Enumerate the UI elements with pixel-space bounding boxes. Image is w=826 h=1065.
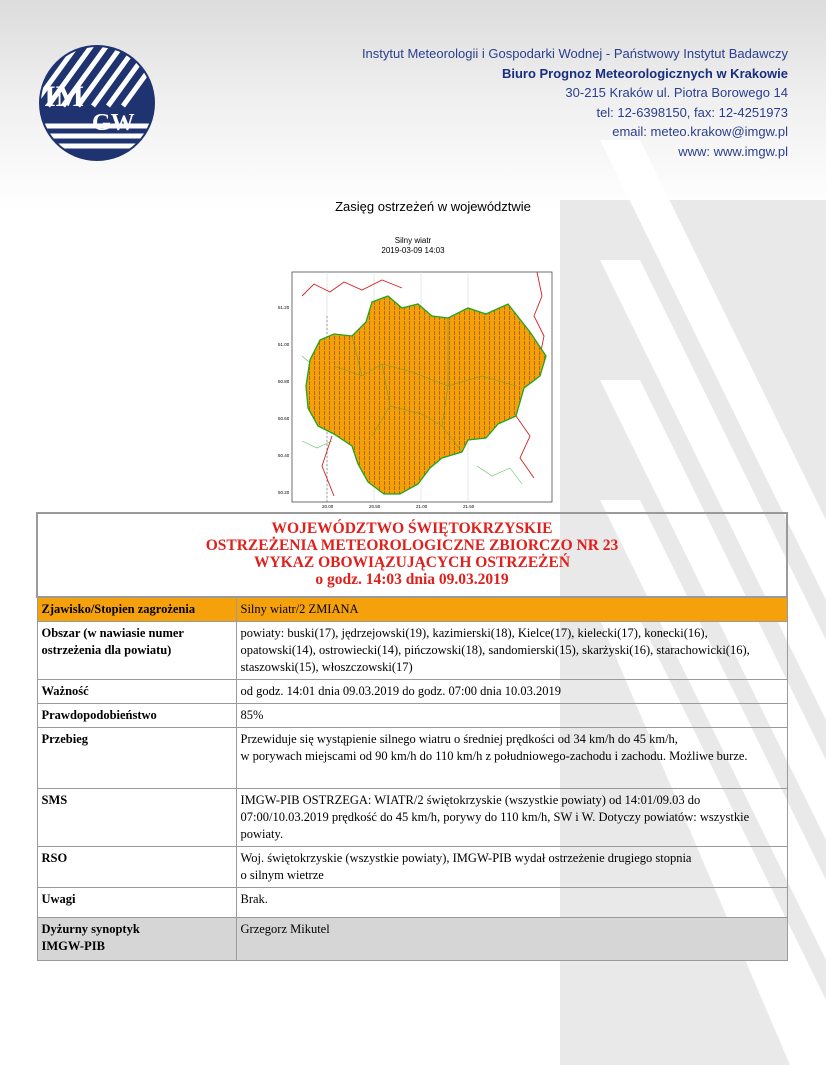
email: email: meteo.krakow@imgw.pl: [612, 124, 788, 139]
institute-header: [362, 44, 788, 161]
row-value-remarks: Brak.: [236, 888, 787, 918]
y-tick: 50.20: [278, 490, 290, 495]
website: www: www.imgw.pl: [678, 143, 788, 159]
forecaster-label-line-2: IMGW-PIB: [41, 939, 105, 953]
title-voivodeship: WOJEWÓDZTWO ŚWIĘTOKRZYSKIE: [271, 520, 553, 537]
table-row: [37, 622, 787, 680]
y-tick: 51.00: [278, 342, 290, 347]
imgw-logo: [38, 44, 156, 162]
row-label-remarks: Uwagi: [37, 888, 236, 918]
rso-line-1: Woj. świętokrzyskie (wszystkie powiaty), IMGW-PIB wydał ostrzeżenie drugiego stopnia: [240, 851, 692, 865]
row-label-sms: SMS: [37, 789, 236, 847]
warning-title: [37, 513, 787, 597]
row-label-rso: RSO: [37, 847, 236, 888]
course-line-2: w porywach miejscami od 90 km/h do 110 km/h z południowego-zachodu i zachodu. Możliwe burze.: [240, 749, 748, 763]
y-tick: 50.80: [278, 379, 290, 384]
map-caption: Zasięg ostrzeżeń w województwie: [335, 199, 531, 214]
row-label-forecaster: [37, 918, 236, 961]
rso-line-2: o silnym wietrze: [240, 868, 324, 882]
title-datetime: o godz. 14:03 dnia 09.03.2019: [315, 571, 509, 588]
course-line-1: Przewiduje się wystąpienie silnego wiatru o średniej prędkości od 34 km/h do 45 km/h,: [240, 732, 678, 746]
y-axis-ticks: [278, 305, 290, 495]
row-label-validity: Ważność: [37, 680, 236, 704]
y-tick: 50.60: [278, 416, 290, 421]
row-value-probability: 85%: [236, 704, 787, 728]
row-value-course: [236, 728, 787, 789]
title-list: WYKAZ OBOWIĄZUJĄCYCH OSTRZEŻEŃ: [253, 554, 571, 571]
row-value-forecaster: Grzegorz Mikutel: [236, 918, 787, 961]
x-tick: 21.00: [416, 504, 428, 509]
row-value-area: powiaty: buski(17), jędrzejowski(19), kazimierski(18), Kielce(17), kielecki(17), konecki(16), opatowski(14), ostrowiecki(14), pińczowski(18), sandomierski(15), skarżyski(16), starachowicki(16), staszowski(15), włoszczowski(17): [236, 622, 787, 680]
table-row: [37, 704, 787, 728]
table-row: [37, 888, 787, 918]
row-label-phenomenon: Zjawisko/Stopien zagrożenia: [37, 597, 236, 622]
map-title-phenomenon: Silny wiatr: [394, 236, 432, 245]
table-row: [37, 597, 787, 622]
x-tick: 20.00: [322, 504, 334, 509]
table-row: [37, 680, 787, 704]
table-row: [37, 728, 787, 789]
logo-text-top: IM: [44, 80, 84, 113]
x-tick: 21.50: [463, 504, 475, 509]
title-bulletin-number: OSTRZEŻENIA METEOROLOGICZNE ZBIORCZO NR 23: [205, 537, 619, 554]
forecaster-label-line-1: Dyżurny synoptyk: [41, 922, 140, 936]
x-axis-ticks: [322, 504, 475, 509]
map-svg: [272, 236, 554, 512]
y-tick: 51.20: [278, 305, 290, 310]
warning-table: [36, 512, 788, 961]
row-label-area: Obszar (w nawiasie numer ostrzeżenia dla powiatu): [37, 622, 236, 680]
row-value-rso: [236, 847, 787, 888]
y-tick: 50.40: [278, 453, 290, 458]
warning-map: [272, 236, 554, 512]
row-value-sms: IMGW-PIB OSTRZEGA: WIATR/2 świętokrzyskie (wszystkie powiaty) od 14:01/09.03 do 07:00/10.03.2019 prędkość do 45 km/h, porywy do 110 km/h, SW i W. Dotyczy powiatów: wszystkie powiaty.: [236, 789, 787, 847]
table-row: [37, 789, 787, 847]
row-value-validity: od godz. 14:01 dnia 09.03.2019 do godz. 07:00 dnia 10.03.2019: [236, 680, 787, 704]
phone-fax: tel: 12-6398150, fax: 12-4251973: [596, 104, 788, 120]
row-label-course: Przebieg: [37, 728, 236, 789]
address: 30-215 Kraków ul. Piotra Borowego 14: [565, 85, 788, 100]
logo-text-bottom: GW: [92, 110, 135, 136]
institute-name: Instytut Meteorologii i Gospodarki Wodnej - Państwowy Instytut Badawczy: [361, 46, 788, 61]
map-title-datetime: 2019-03-09 14:03: [381, 246, 445, 255]
table-row: [37, 847, 787, 888]
office-name: Biuro Prognoz Meteorologicznych w Krakowie: [501, 65, 788, 81]
row-label-probability: Prawdopodobieństwo: [37, 704, 236, 728]
x-tick: 20.50: [369, 504, 381, 509]
row-value-phenomenon: Silny wiatr/2 ZMIANA: [236, 597, 787, 622]
table-row: [37, 918, 787, 961]
